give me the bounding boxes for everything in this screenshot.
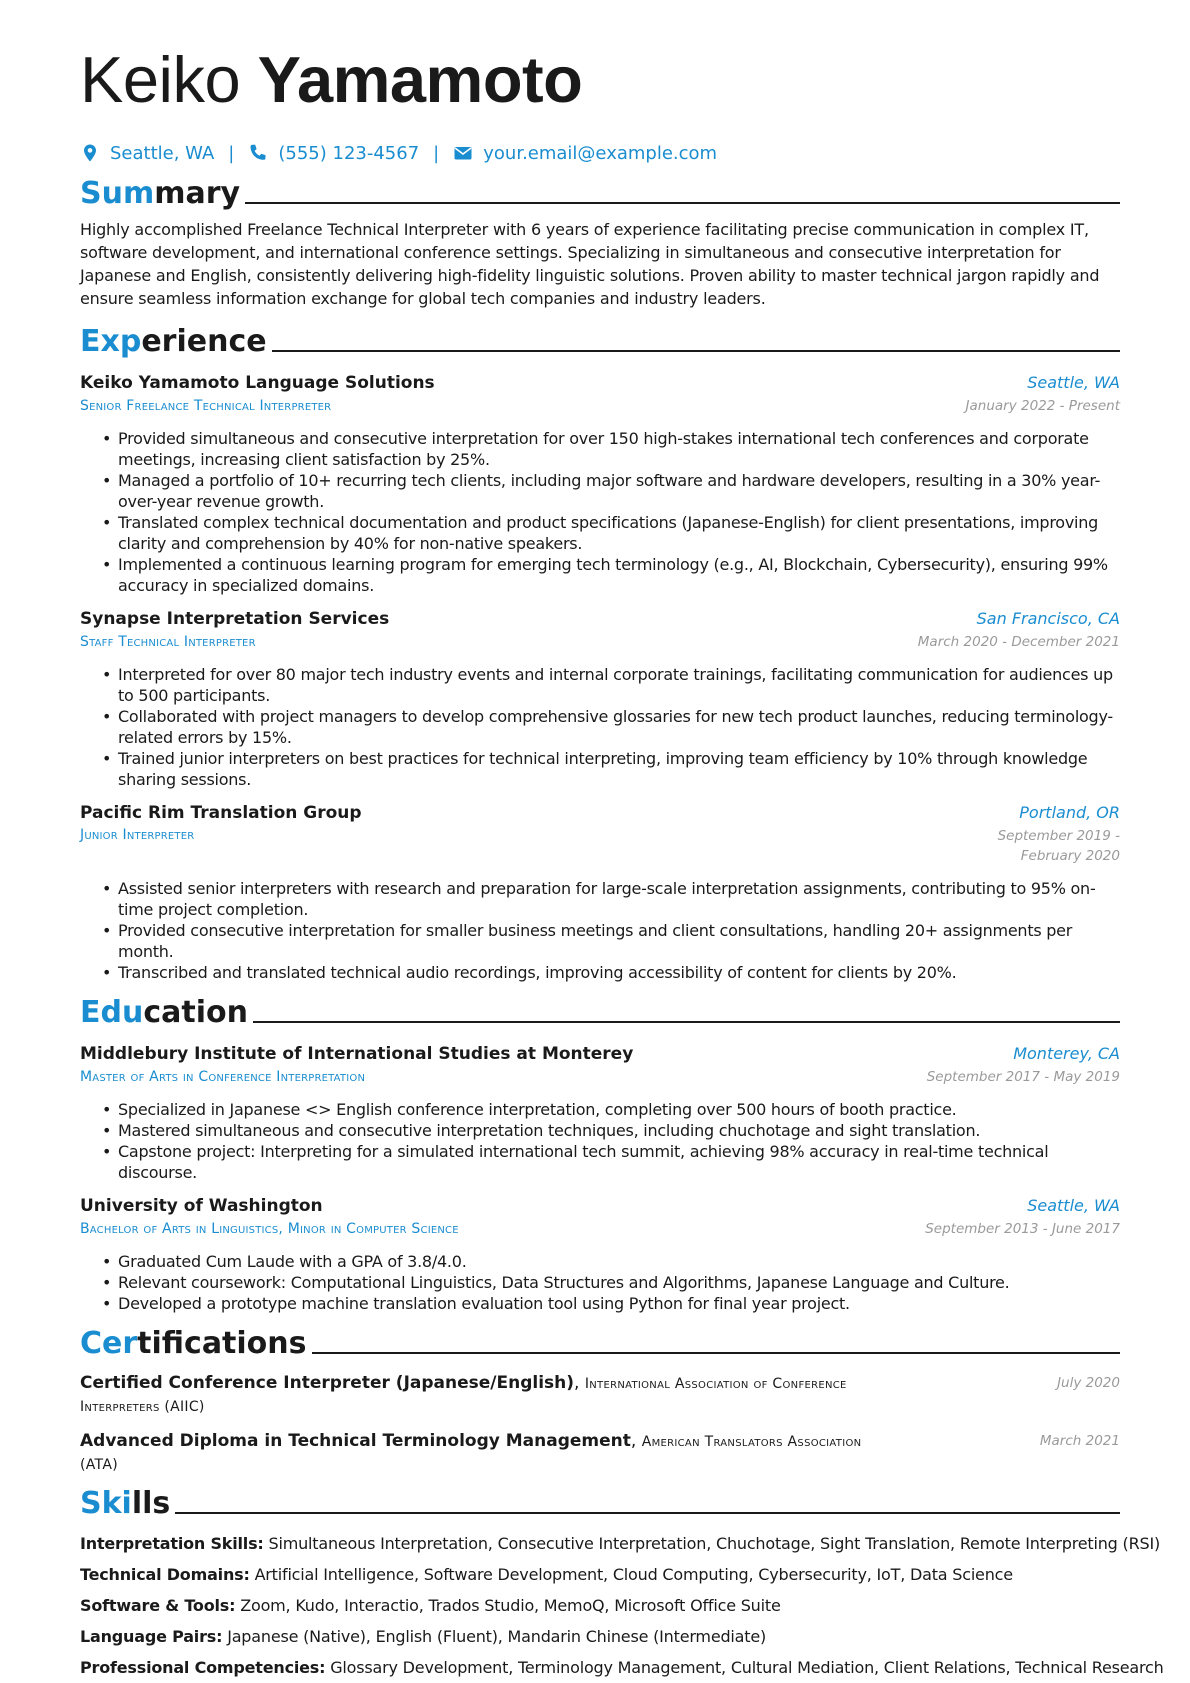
certification-issuer: American Translators Association (ATA): [80, 1434, 862, 1473]
entry-dates: September 2019 - February 2020: [997, 828, 1120, 864]
school-name: University of Washington: [80, 1196, 323, 1216]
section-title: Certifications: [80, 1326, 307, 1361]
degree-title: Master of Arts in Conference Interpretation: [80, 1069, 366, 1085]
section-title: Summary: [80, 176, 241, 211]
bullet-item: • Translated complex technical documentation and product specifications (Japanese-English) for client presentations, improving clarity and comprehension by 40% for non-native speakers.: [118, 512, 1120, 554]
education-heading: [80, 991, 1120, 1031]
phone-icon: [248, 143, 268, 163]
skill-label: Language Pairs:: [80, 1627, 223, 1646]
certification-issuer: International Association of Conference Interpreters (AIIC): [80, 1376, 847, 1415]
skill-line: [80, 1528, 1161, 1559]
job-title: Junior Interpreter: [80, 827, 195, 843]
section-rule: [175, 1512, 1120, 1514]
bullet-item: • Managed a portfolio of 10+ recurring tech clients, including major software and hardware developers, resulting in a 30% year-over-year revenue growth.: [118, 470, 1120, 512]
experience-entry: [80, 370, 1120, 596]
bullet-item: • Interpreted for over 80 major tech industry events and internal corporate trainings, facilitating communication for audiences up to 500 participants.: [118, 664, 1120, 706]
bullet-item: • Transcribed and translated technical audio recordings, improving accessibility of content for clients by 20%.: [118, 962, 1120, 983]
employer-name: Pacific Rim Translation Group: [80, 803, 362, 823]
bullet-item: • Provided simultaneous and consecutive interpretation for over 150 high-stakes international tech conferences and corporate meetings, increasing client satisfaction by 25%.: [118, 428, 1120, 470]
bullet-item: • Assisted senior interpreters with research and preparation for large-scale interpretation assignments, contributing to 95% on-time project completion.: [118, 878, 1120, 920]
map-pin-icon: [80, 143, 100, 163]
entry-dates: September 2013 - June 2017: [925, 1221, 1120, 1237]
entry-location: Portland, OR: [1019, 803, 1120, 822]
bullet-item: • Capstone project: Interpreting for a simulated international tech summit, achieving 98% accuracy in real-time technical discourse.: [118, 1141, 1120, 1183]
entry-location: Seattle, WA: [1027, 373, 1120, 392]
entry-location: Seattle, WA: [1027, 1196, 1120, 1215]
skills-heading: [80, 1482, 1120, 1522]
bullet-item: • Developed a prototype machine translation evaluation tool using Python for final year project.: [118, 1293, 1120, 1314]
skill-value: Glossary Development, Terminology Management, Cultural Mediation, Client Relations, Technical Research: [330, 1658, 1164, 1677]
section-rule: [272, 350, 1120, 352]
skill-value: Japanese (Native), English (Fluent), Mandarin Chinese (Intermediate): [227, 1627, 767, 1646]
last-name: Yamamoto: [257, 43, 583, 116]
section-rule: [253, 1021, 1120, 1023]
bullet-item: • Relevant coursework: Computational Linguistics, Data Structures and Algorithms, Japanese Language and Culture.: [118, 1272, 1120, 1293]
summary-heading: [80, 172, 1120, 212]
bullet-item: • Trained junior interpreters on best practices for technical interpreting, improving team efficiency by 10% through knowledge sharing sessions.: [118, 748, 1120, 790]
bullet-list: [80, 428, 1120, 596]
entry-dates: September 2017 - May 2019: [926, 1069, 1120, 1085]
candidate-name: [80, 40, 1120, 120]
certification-date: July 2020: [1057, 1375, 1120, 1391]
employer-name: Synapse Interpretation Services: [80, 609, 390, 629]
section-rule: [245, 202, 1120, 204]
contact-separator: |: [228, 142, 235, 164]
section-rule: [312, 1352, 1120, 1354]
job-title: Senior Freelance Technical Interpreter: [80, 398, 332, 414]
entry-dates: January 2022 - Present: [965, 398, 1120, 414]
bullet-list: [80, 1251, 1120, 1314]
location-text: Seattle, WA: [110, 142, 215, 164]
contact-bar: [80, 138, 1120, 168]
school-name: Middlebury Institute of International Studies at Monterey: [80, 1044, 634, 1064]
bullet-item: • Graduated Cum Laude with a GPA of 3.8/4.0.: [118, 1251, 1120, 1272]
skill-line: [80, 1621, 1120, 1652]
skill-line: [80, 1652, 1164, 1683]
skill-value: Artificial Intelligence, Software Development, Cloud Computing, Cybersecurity, IoT, Data Science: [254, 1565, 1013, 1584]
entry-location: Monterey, CA: [1013, 1044, 1120, 1063]
bullet-item: • Mastered simultaneous and consecutive interpretation techniques, including chuchotage and sight translation.: [118, 1120, 1120, 1141]
skill-value: Zoom, Kudo, Interactio, Trados Studio, MemoQ, Microsoft Office Suite: [240, 1596, 781, 1615]
bullet-item: • Collaborated with project managers to develop comprehensive glossaries for new tech product launches, reducing terminology-related errors by 15%.: [118, 706, 1120, 748]
section-title: Experience: [80, 324, 267, 359]
section-title: Skills: [80, 1486, 171, 1521]
skill-label: Professional Competencies:: [80, 1658, 326, 1677]
entry-dates: March 2020 - December 2021: [917, 634, 1120, 650]
bullet-list: [80, 1099, 1120, 1183]
skill-line: [80, 1590, 1120, 1621]
entry-location: San Francisco, CA: [976, 609, 1120, 628]
degree-title: Bachelor of Arts in Linguistics, Minor in Computer Science: [80, 1221, 459, 1237]
resume-page: [80, 40, 1164, 1683]
certification-date: March 2021: [1039, 1433, 1120, 1449]
certifications-heading: [80, 1322, 1120, 1362]
experience-entry: [80, 800, 1120, 983]
skill-line: [80, 1559, 1120, 1590]
certification-item: Certified Conference Interpreter (Japanese/English), International Association of Conference Interpreters (AIIC) July 2020: [80, 1373, 1120, 1415]
bullet-item: • Implemented a continuous learning program for emerging tech terminology (e.g., AI, Blockchain, Cybersecurity), ensuring 99% accuracy in specialized domains.: [118, 554, 1120, 596]
phone-link[interactable]: (555) 123-4567: [278, 142, 420, 164]
first-name: Keiko: [80, 43, 241, 116]
email-link[interactable]: your.email@example.com: [483, 142, 718, 164]
education-entry: [80, 1041, 1120, 1183]
contact-separator: |: [433, 142, 440, 164]
bullet-item: • Specialized in Japanese <> English conference interpretation, completing over 500 hours of booth practice.: [118, 1099, 1120, 1120]
experience-heading: [80, 320, 1120, 360]
bullet-list: [80, 878, 1120, 983]
bullet-list: [80, 664, 1120, 790]
experience-entry: [80, 606, 1120, 790]
summary-text: Highly accomplished Freelance Technical Interpreter with 6 years of experience facilitating precise communication in complex IT, software development, and international conference settings. Specializing in simultaneous and consecutive interpretation for Japanese and English, consistently delivering high-fidelity linguistic solutions. Proven ability to master technical jargon rapidly and ensure seamless information exchange for global tech companies and industry leaders.: [80, 220, 1100, 308]
skills-list: [80, 1528, 1164, 1683]
bullet-item: • Provided consecutive interpretation for smaller business meetings and client consultations, handling 20+ assignments per month.: [118, 920, 1120, 962]
envelope-icon: [453, 143, 473, 163]
education-entry: [80, 1193, 1120, 1314]
job-title: Staff Technical Interpreter: [80, 634, 256, 650]
employer-name: Keiko Yamamoto Language Solutions: [80, 373, 435, 393]
certification-item: Advanced Diploma in Technical Terminology Management, American Translators Association (ATA) March 2021: [80, 1431, 1120, 1473]
certification-name: Certified Conference Interpreter (Japanese/English): [80, 1373, 575, 1393]
skill-value: Simultaneous Interpretation, Consecutive Interpretation, Chuchotage, Sight Translation, Remote Interpreting (RSI): [268, 1534, 1161, 1553]
skill-label: Technical Domains:: [80, 1565, 250, 1584]
skill-label: Interpretation Skills:: [80, 1534, 264, 1553]
section-title: Education: [80, 995, 248, 1030]
certification-name: Advanced Diploma in Technical Terminology Management: [80, 1431, 631, 1451]
skill-label: Software & Tools:: [80, 1596, 236, 1615]
